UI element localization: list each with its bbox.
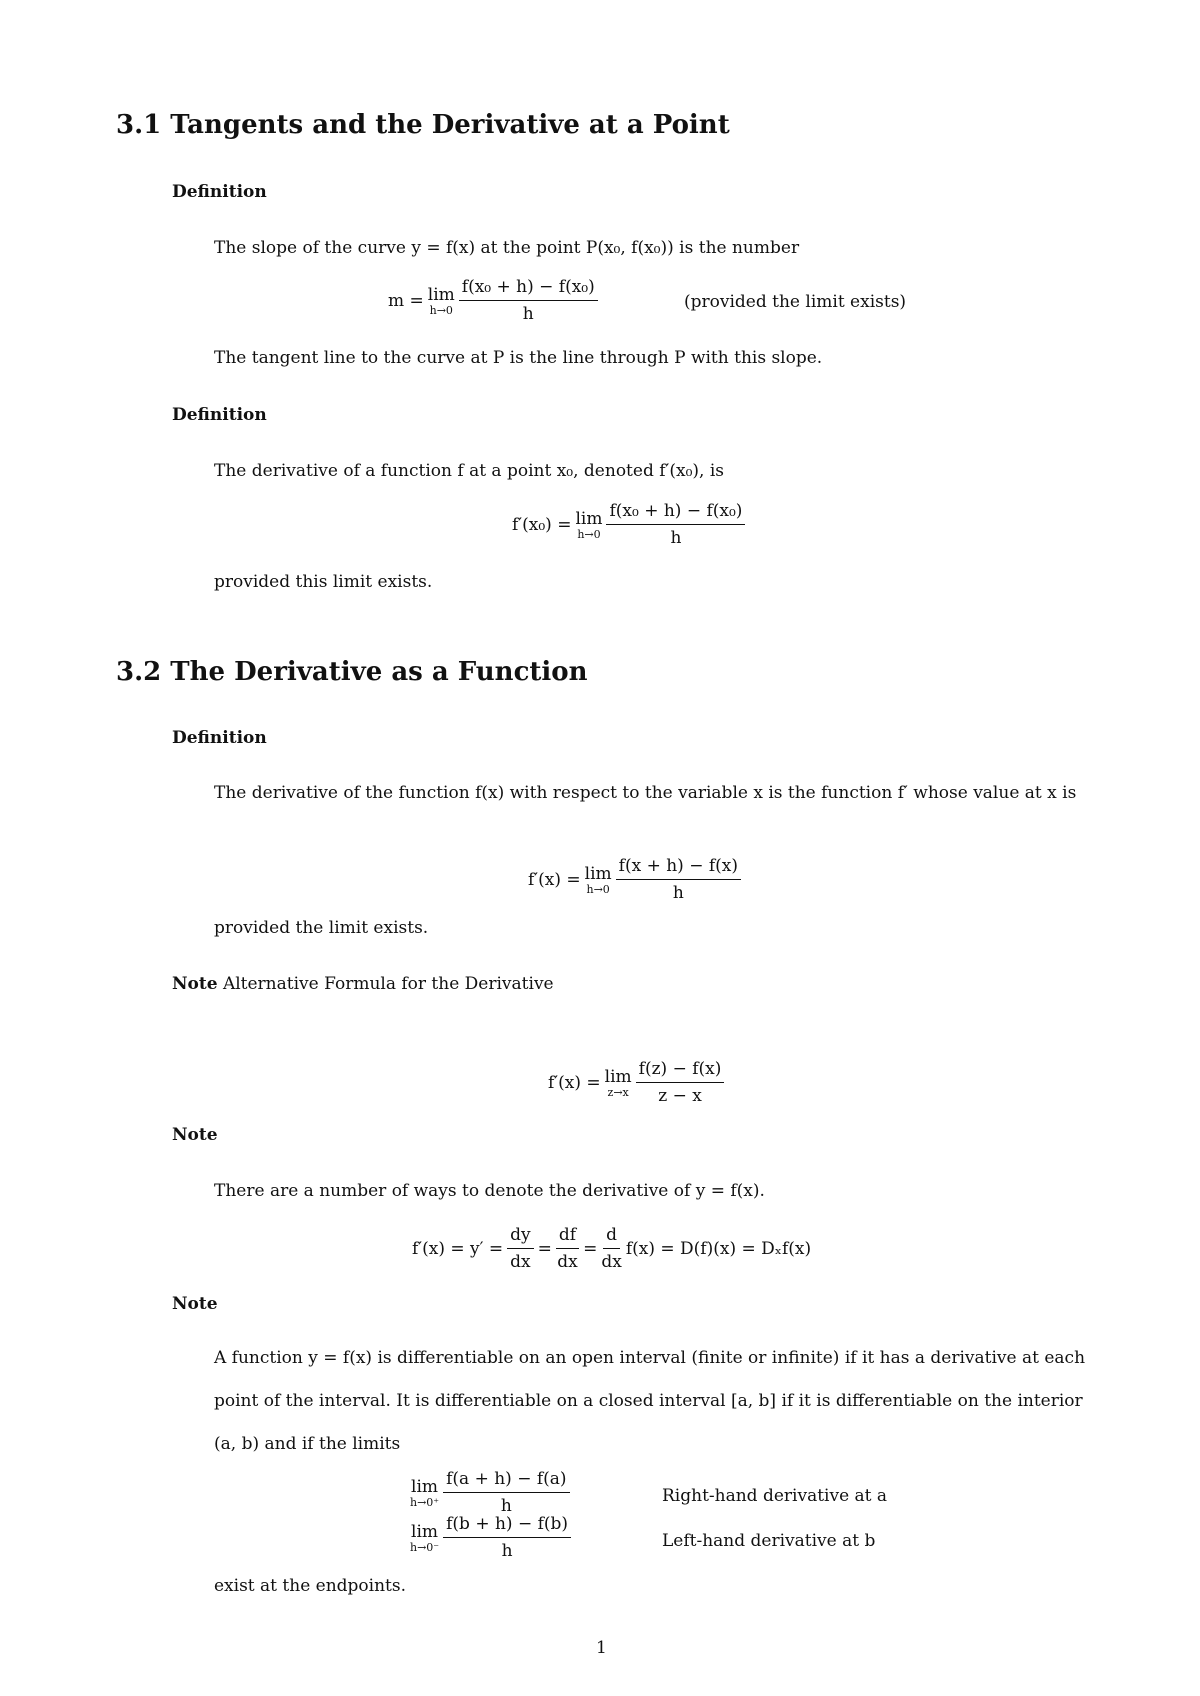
numerator: dy <box>507 1224 534 1249</box>
definition-label: Definition <box>172 728 267 748</box>
limit-operator <box>605 1067 632 1099</box>
left-hand-label: Left-hand derivative at b <box>662 1531 876 1551</box>
limit-subscript: h→0⁺ <box>410 1495 440 1509</box>
definition-text: The derivative of a function f at a point x₀, denoted f′(x₀), is <box>214 461 725 481</box>
note-alternative-formula <box>172 974 554 994</box>
limit-subscript: h→0 <box>577 527 601 541</box>
fraction <box>459 276 598 325</box>
limit-exists-note: (provided the limit exists) <box>684 292 907 312</box>
slope-equation <box>388 276 602 325</box>
fraction <box>606 500 745 549</box>
section-3-1-heading: 3.1 Tangents and the Derivative at a Point <box>116 110 730 140</box>
denominator: h <box>501 1541 513 1561</box>
limit-word: lim <box>575 508 603 529</box>
derivative-notation-equation <box>412 1224 815 1273</box>
note-title: Alternative Formula for the Derivative <box>222 974 554 994</box>
limit-word: lim <box>411 1476 439 1497</box>
fraction <box>443 1468 569 1517</box>
equals-sign: = <box>583 1238 598 1259</box>
definition-label: Definition <box>172 182 267 202</box>
endpoints-text: exist at the endpoints. <box>214 1576 407 1596</box>
limit-operator <box>410 1522 439 1554</box>
limit-word: lim <box>427 284 455 305</box>
dy-dx-fraction <box>507 1224 534 1273</box>
definition-text: The derivative of the function f(x) with respect to the variable x is the function f′ whose value at x is <box>214 783 1077 803</box>
numerator: d <box>603 1224 620 1249</box>
equation-lhs: f′(x) = <box>528 869 581 890</box>
limit-word: lim <box>604 1066 632 1087</box>
provided-text: provided this limit exists. <box>214 572 433 592</box>
note-text: A function y = f(x) is differentiable on an open interval (finite or infinite) if it has a derivative at each point of the interval. It is differentiable on a closed interval [a, b] if it is differentiable on the interior (a, b) and if the limits <box>214 1348 1086 1454</box>
right-hand-label: Right-hand derivative at a <box>662 1486 888 1506</box>
left-hand-limit <box>410 1513 575 1562</box>
denominator: dx <box>557 1252 578 1272</box>
derivative-function-equation <box>528 855 745 904</box>
fraction <box>636 1058 725 1107</box>
denominator: dx <box>510 1252 531 1272</box>
provided-text: provided the limit exists. <box>214 918 429 938</box>
page-number: 1 <box>596 1638 607 1658</box>
d-dx-fraction <box>601 1224 621 1273</box>
numerator: f(x + h) − f(x) <box>616 855 741 880</box>
limit-subscript: h→0 <box>429 303 453 317</box>
fraction <box>616 855 741 904</box>
numerator: f(z) − f(x) <box>636 1058 725 1083</box>
denominator: z − x <box>658 1086 702 1106</box>
df-dx-fraction <box>556 1224 579 1273</box>
limit-subscript: z→x <box>607 1085 629 1099</box>
limit-word: lim <box>584 863 612 884</box>
denominator: h <box>670 528 682 548</box>
note-text: There are a number of ways to denote the derivative of y = f(x). <box>214 1181 765 1201</box>
limit-operator <box>410 1477 439 1509</box>
fraction <box>443 1513 571 1562</box>
equals-sign: = <box>537 1238 552 1259</box>
alternative-formula-equation <box>548 1058 728 1107</box>
numerator: f(x₀ + h) − f(x₀) <box>459 276 598 301</box>
equation-lhs: m = <box>388 290 424 311</box>
right-hand-limit <box>410 1468 574 1517</box>
section-3-2-heading: 3.2 The Derivative as a Function <box>116 657 588 687</box>
notation-lhs: f′(x) = y′ = <box>412 1238 504 1259</box>
limit-operator <box>575 509 602 541</box>
note-label: Note <box>172 974 218 994</box>
denominator: h <box>522 304 534 324</box>
denominator: h <box>672 883 684 903</box>
derivative-at-point-equation <box>512 500 749 549</box>
limit-subscript: h→0⁻ <box>410 1540 440 1554</box>
limit-operator <box>428 285 455 317</box>
note-label: Note <box>172 1294 218 1314</box>
note-label: Note <box>172 1125 218 1145</box>
denominator: dx <box>601 1252 622 1272</box>
limit-subscript: h→0 <box>586 882 610 896</box>
definition-label: Definition <box>172 405 267 425</box>
denominator: h <box>500 1496 512 1516</box>
limit-word: lim <box>411 1521 439 1542</box>
equation-lhs: f′(x) = <box>548 1072 601 1093</box>
numerator: df <box>556 1224 579 1249</box>
limit-operator <box>585 864 612 896</box>
definition-text: The slope of the curve y = f(x) at the point P(x₀, f(x₀)) is the number <box>214 238 800 258</box>
numerator: f(b + h) − f(b) <box>443 1513 571 1538</box>
numerator: f(x₀ + h) − f(x₀) <box>606 500 745 525</box>
equation-lhs: f′(x₀) = <box>512 514 572 535</box>
numerator: f(a + h) − f(a) <box>443 1468 569 1493</box>
tangent-line-text: The tangent line to the curve at P is the line through P with this slope. <box>214 348 823 368</box>
notation-rest: f(x) = D(f)(x) = Dₓf(x) <box>625 1238 812 1259</box>
